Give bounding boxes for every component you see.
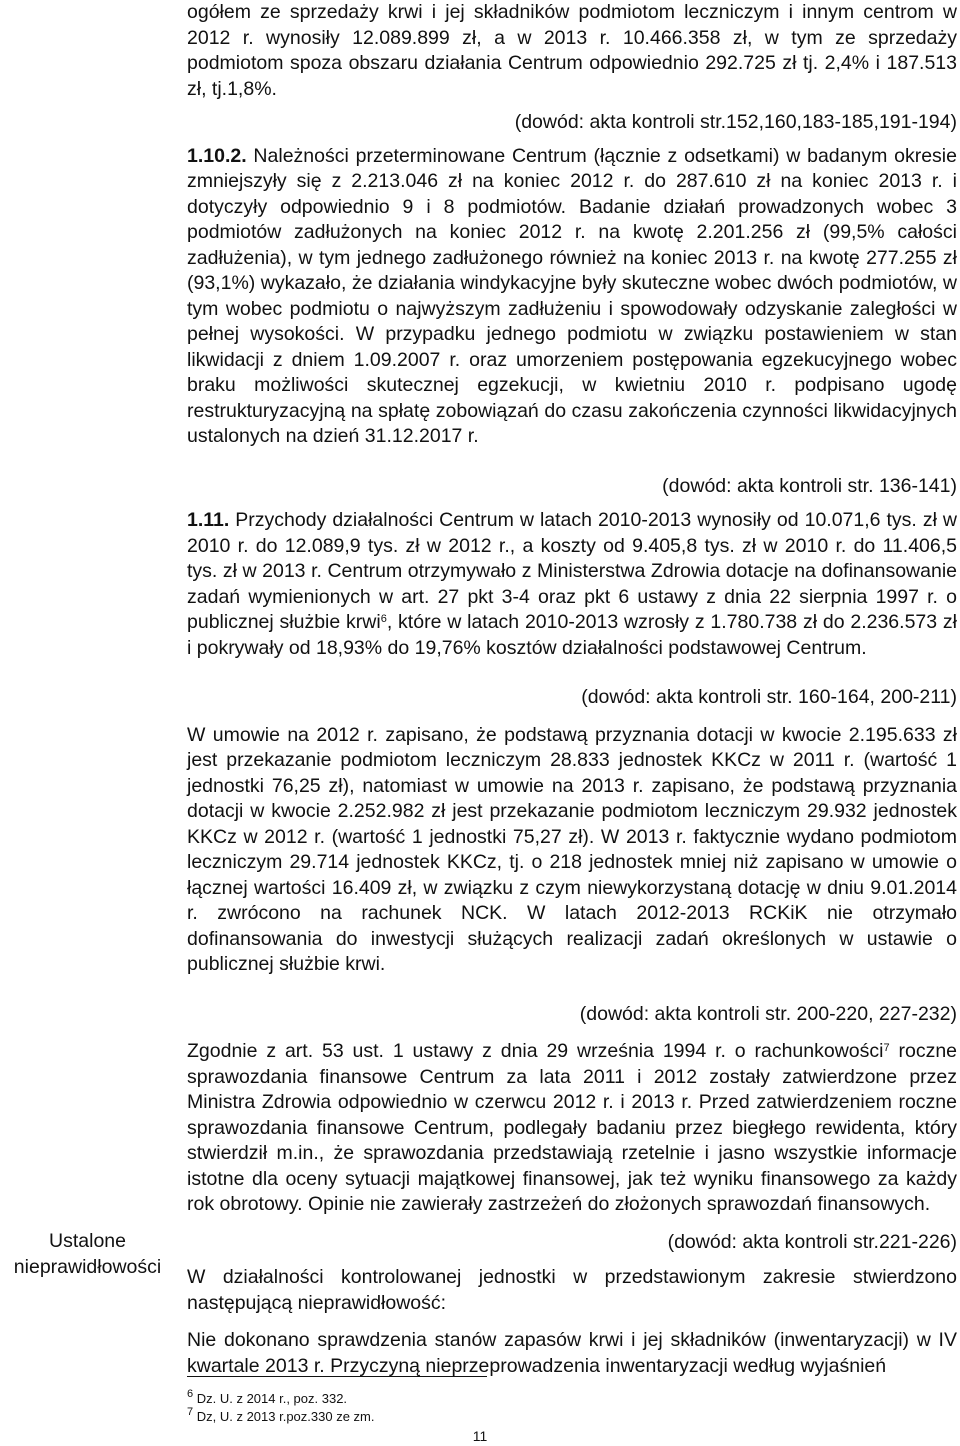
- paragraph-text: , które w latach 2010-2013 wzrosły z 1.780.738 zł do 2.236.573 zł i pokrywały od 18,93% do 19,76% kosztów działalności podstawowej Centrum.: [187, 611, 957, 659]
- footnote-text: Dz. U. z 2014 r., poz. 332.: [193, 1391, 348, 1406]
- side-label-line1: Ustalone: [49, 1230, 126, 1252]
- page-number: 11: [472, 1428, 488, 1444]
- paragraph-1-11: [187, 508, 957, 661]
- footnote-mark: 6: [187, 1388, 194, 1400]
- footnote-divider: [187, 1376, 487, 1377]
- paragraph-findings: Nie dokonano sprawdzenia stanów zapasów krwi i jej składników (inwentaryzacji) w IV kwartale 2013 r. Przyczyną nieprzeprowadzenia inwentaryzacji według wyjaśnień: [187, 1329, 957, 1377]
- main-text: [187, 0, 957, 1379]
- source-note: (dowód: akta kontroli str. 200-220, 227-232): [579, 1002, 957, 1025]
- footnote-ref: 7: [883, 1042, 890, 1054]
- section-number: 1.10.2.: [187, 144, 247, 167]
- intro-paragraph: ogółem ze sprzedaży krwi i jej składników podmiotom leczniczym i innym centrom w 2012 r. wynosiły 12.089.899 zł, a w 2013 r. 10.466.358 zł, w tym ze sprzedaży podmiotom spoza obszaru działania Centrum odpowiednio 292.725 zł tj. 2,4% i 187.513 zł, tj.1,8%.: [187, 1, 957, 100]
- footnote-mark: 7: [187, 1406, 194, 1418]
- footnote-6: [187, 1388, 348, 1407]
- source-note: (dowód: akta kontroli str.221-226): [667, 1230, 957, 1253]
- paragraph-zgodnie: [187, 1039, 957, 1218]
- footnote-7: [187, 1406, 375, 1425]
- side-label-line2: nieprawidłowości: [13, 1256, 162, 1278]
- source-note: (dowód: akta kontroli str. 136-141): [662, 474, 957, 497]
- paragraph-1-10-2: [187, 144, 957, 450]
- side-label: [0, 1228, 175, 1280]
- footnote-text: Dz, U. z 2013 r.poz.330 ze zm.: [193, 1409, 375, 1424]
- paragraph-text: Przychody działalności Centrum w latach 2010-2013 wynosiły od 10.071,6 tys. zł w 2010 r. do 12.089,9 tys. zł w 2012 r., a koszty od 9.405,8 tys. zł w 2010 r. do 11.406,5 tys. zł w 2013 r. Centrum otrzymywało z Ministerstwa Zdrowia dotacje na dofinansowanie zadań wymienionych w art. 27 pkt 3-4 oraz pkt 6 ustawy z dnia 22 sierpnia 1997 r. o publicznej służbie krwi: [187, 509, 957, 633]
- source-note: (dowód: akta kontroli str. 160-164, 200-211): [581, 686, 957, 708]
- footnote-ref: 6: [380, 613, 387, 625]
- section-number: 1.11.: [187, 509, 230, 531]
- paragraph-text: Należności przeterminowane Centrum (łącznie z odsetkami) w badanym okresie zmniejszyły się z 2.213.046 zł na koniec 2012 r. do 287.610 zł na koniec 2013 r. i dotyczyły odpowiednio 9 i 8 podmiotów. Badanie działań prowadzonych wobec 3 podmiotów zadłużonych na koniec 2012 r. na kwotę 2.201.256 zł (99,5% całości zadłużenia), w tym jednego zadłużonego również na koniec 2013 r. na kwotę 277.255 zł (93,1%) wykazało, że działania windykacyjne były skuteczne wobec dwóch podmiotów, w tym wobec podmiotu o najwyższym zadłużeniu i spowodowały odzyskanie zaległości w pełnej wysokości. W przypadku jednego podmiotu w związku postawieniem w stan likwidacji z dniem 1.09.2007 r. oraz umorzeniem postępowania egzekucyjnego wobec braku możliwości skutecznej egzekucji, w kwietniu 2010 r. podpisano ugodę restrukturyzacyjną na spłatę zobowiązań do czasu zakończenia czynności likwidacyjnych ustalonych na dzień 31.12.2017 r.: [187, 144, 957, 447]
- paragraph-findings-intro: W działalności kontrolowanej jednostki w przedstawionym zakresie stwierdzono następującą nieprawidłowość:: [187, 1266, 957, 1314]
- source-note: (dowód: akta kontroli str.152,160,183-185,191-194): [514, 111, 957, 133]
- paragraph-text: Zgodnie z art. 53 ust. 1 ustawy z dnia 29 września 1994 r. o rachunkowości: [187, 1040, 884, 1062]
- paragraph-text: roczne sprawozdania finansowe Centrum za lata 2011 i 2012 zostały zatwierdzone przez Ministra Zdrowia odpowiednio w czerwcu 2012 r. i 2013 r. Przed zatwierdzeniem roczne sprawozdania finansowe Centrum, podlegały badaniu przez biegłego rewidenta, który stwierdził m.in., że sprawozdania przedstawiają rzetelnie i jasno wszystkie informacje istotne dla oceny sytuacji majątkowej finansowej, jak też wyniku finansowego za każdy rok obrotowy. Opinie nie zawierały zastrzeżeń do złożonych sprawozdań finansowych.: [187, 1040, 958, 1215]
- paragraph-umowa: W umowie na 2012 r. zapisano, że podstawą przyznania dotacji w kwocie 2.195.633 zł jest przekazanie podmiotom leczniczym 28.833 jednostek KKCz w 2011 r. (wartość 1 jednostki 76,25 zł), natomiast w umowie na 2013 r. zapisano, że podstawą przyznania dotacji w kwocie 2.252.982 zł jest przekazanie podmiotom leczniczym 29.932 jednostek KKCz w 2012 r. (wartość 1 jednostki 75,27 zł). W 2013 r. faktycznie wydano podmiotom leczniczym 29.714 jednostek KKCz, tj. o 218 jednostek mniej niż zapisano w umowie o łącznej wartości 16.409 zł, w związku z czym niewykorzystaną dotację w dniu 9.01.2014 r. zwrócono na rachunek NCK. W latach 2012-2013 RCKiK nie otrzymało dofinansowania do inwestycji służących realizacji zadań określonych w ustawie o publicznej służbie krwi.: [187, 723, 957, 975]
